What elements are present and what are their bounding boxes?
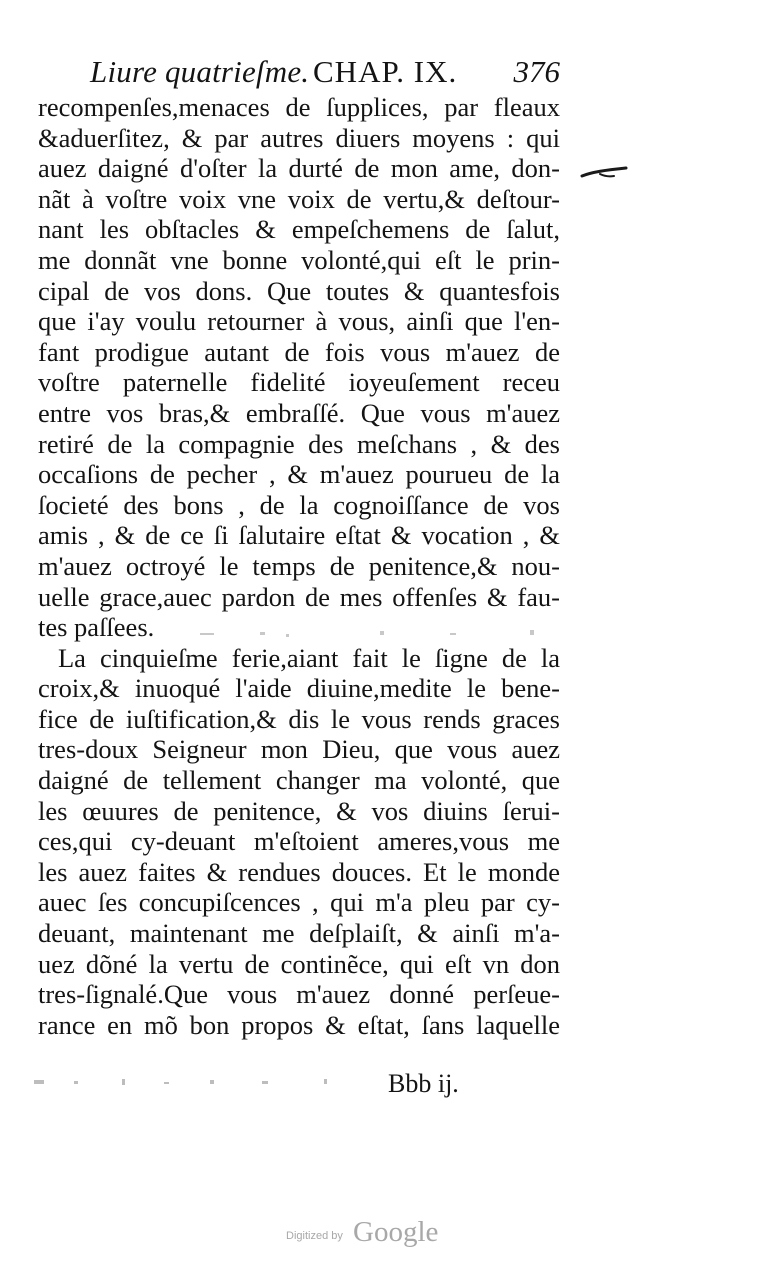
text-line: rance en mõ bon propos & eſtat, ſans laquelle <box>38 1009 560 1040</box>
print-specks <box>34 1074 364 1090</box>
digitized-watermark <box>286 1216 456 1252</box>
chapter-heading: CHAP. IX. <box>313 54 458 89</box>
text-line: auez daigné d'oſter la durté de mon ame, don- <box>38 153 560 184</box>
text-line: nãt à voſtre voix vne voix de vertu,& deſtour- <box>38 183 560 214</box>
text-line: La cinquieſme ferie,aiant fait le ſigne de la <box>58 642 560 673</box>
body-text <box>38 92 560 1040</box>
text-line: auec ſes concupiſcences , qui m'a pleu par cy- <box>38 887 560 918</box>
text-line: tres-doux Seigneur mon Dieu, que vous auez <box>38 734 560 765</box>
text-line: les œuures de penitence, & vos diuins ſerui- <box>38 795 560 826</box>
text-line: fice de iuſtification,& dis le vous rends graces <box>38 703 560 734</box>
text-line: cipal de vos dons. Que toutes & quantesfois <box>38 275 560 306</box>
running-title: Liure quatrieſme. <box>90 54 310 89</box>
text-line: ſocieté des bons , de la cognoiſſance de vos <box>38 489 560 520</box>
text-line: fant prodigue autant de fois vous m'auez de <box>38 336 560 367</box>
page-header <box>90 52 560 96</box>
page-number: 376 <box>513 54 560 89</box>
text-line: retiré de la compagnie des meſchans , & des <box>38 428 560 459</box>
text-line: ces,qui cy-deuant m'eſtoient ameres,vous me <box>38 826 560 857</box>
text-line: daigné de tellement changer ma volonté, que <box>38 765 560 796</box>
signature-mark: Bbb ij. <box>388 1069 459 1098</box>
text-line: &aduerſitez, & par autres diuers moyens : qui <box>38 122 560 153</box>
text-line: uelle grace,auec pardon de mes offenſes & fau- <box>38 581 560 612</box>
text-line: les auez faites & rendues douces. Et le monde <box>38 856 560 887</box>
text-line: tes paſſees. <box>38 612 155 643</box>
text-line: nant les obſtacles & empeſchemens de ſalut, <box>38 214 560 245</box>
text-line: recompenſes,menaces de ſupplices, par fleaux <box>38 92 560 122</box>
print-specks <box>190 627 550 641</box>
text-line: me donnãt vne bonne volonté,qui eſt le prin- <box>38 244 560 275</box>
text-line: occaſions de pecher , & m'auez pourueu de la <box>38 459 560 490</box>
text-line: que i'ay voulu retourner à vous, ainſi que l'en- <box>38 306 560 337</box>
text-line: deuant, maintenant me deſplaiſt, & ainſi m'a- <box>38 918 560 949</box>
text-line: amis , & de ce ſi ſalutaire eſtat & vocation , & <box>38 520 560 551</box>
watermark-prefix: Digitized by <box>286 1230 343 1242</box>
text-line: uez dõné la vertu de continẽce, qui eſt vn don <box>38 948 560 979</box>
text-line: entre vos bras,& embraſſé. Que vous m'auez <box>38 397 560 428</box>
text-line: m'auez octroyé le temps de penitence,& nou- <box>38 550 560 581</box>
margin-annotation-mark <box>580 162 628 182</box>
text-line: croix,& inuoqué l'aide diuine,medite le bene- <box>38 673 560 704</box>
watermark-brand: Google <box>353 1216 439 1248</box>
text-line: tres-ſignalé.Que vous m'auez donné perſeue- <box>38 979 560 1010</box>
text-line: voſtre paternelle fidelité ioyeuſement receu <box>38 367 560 398</box>
